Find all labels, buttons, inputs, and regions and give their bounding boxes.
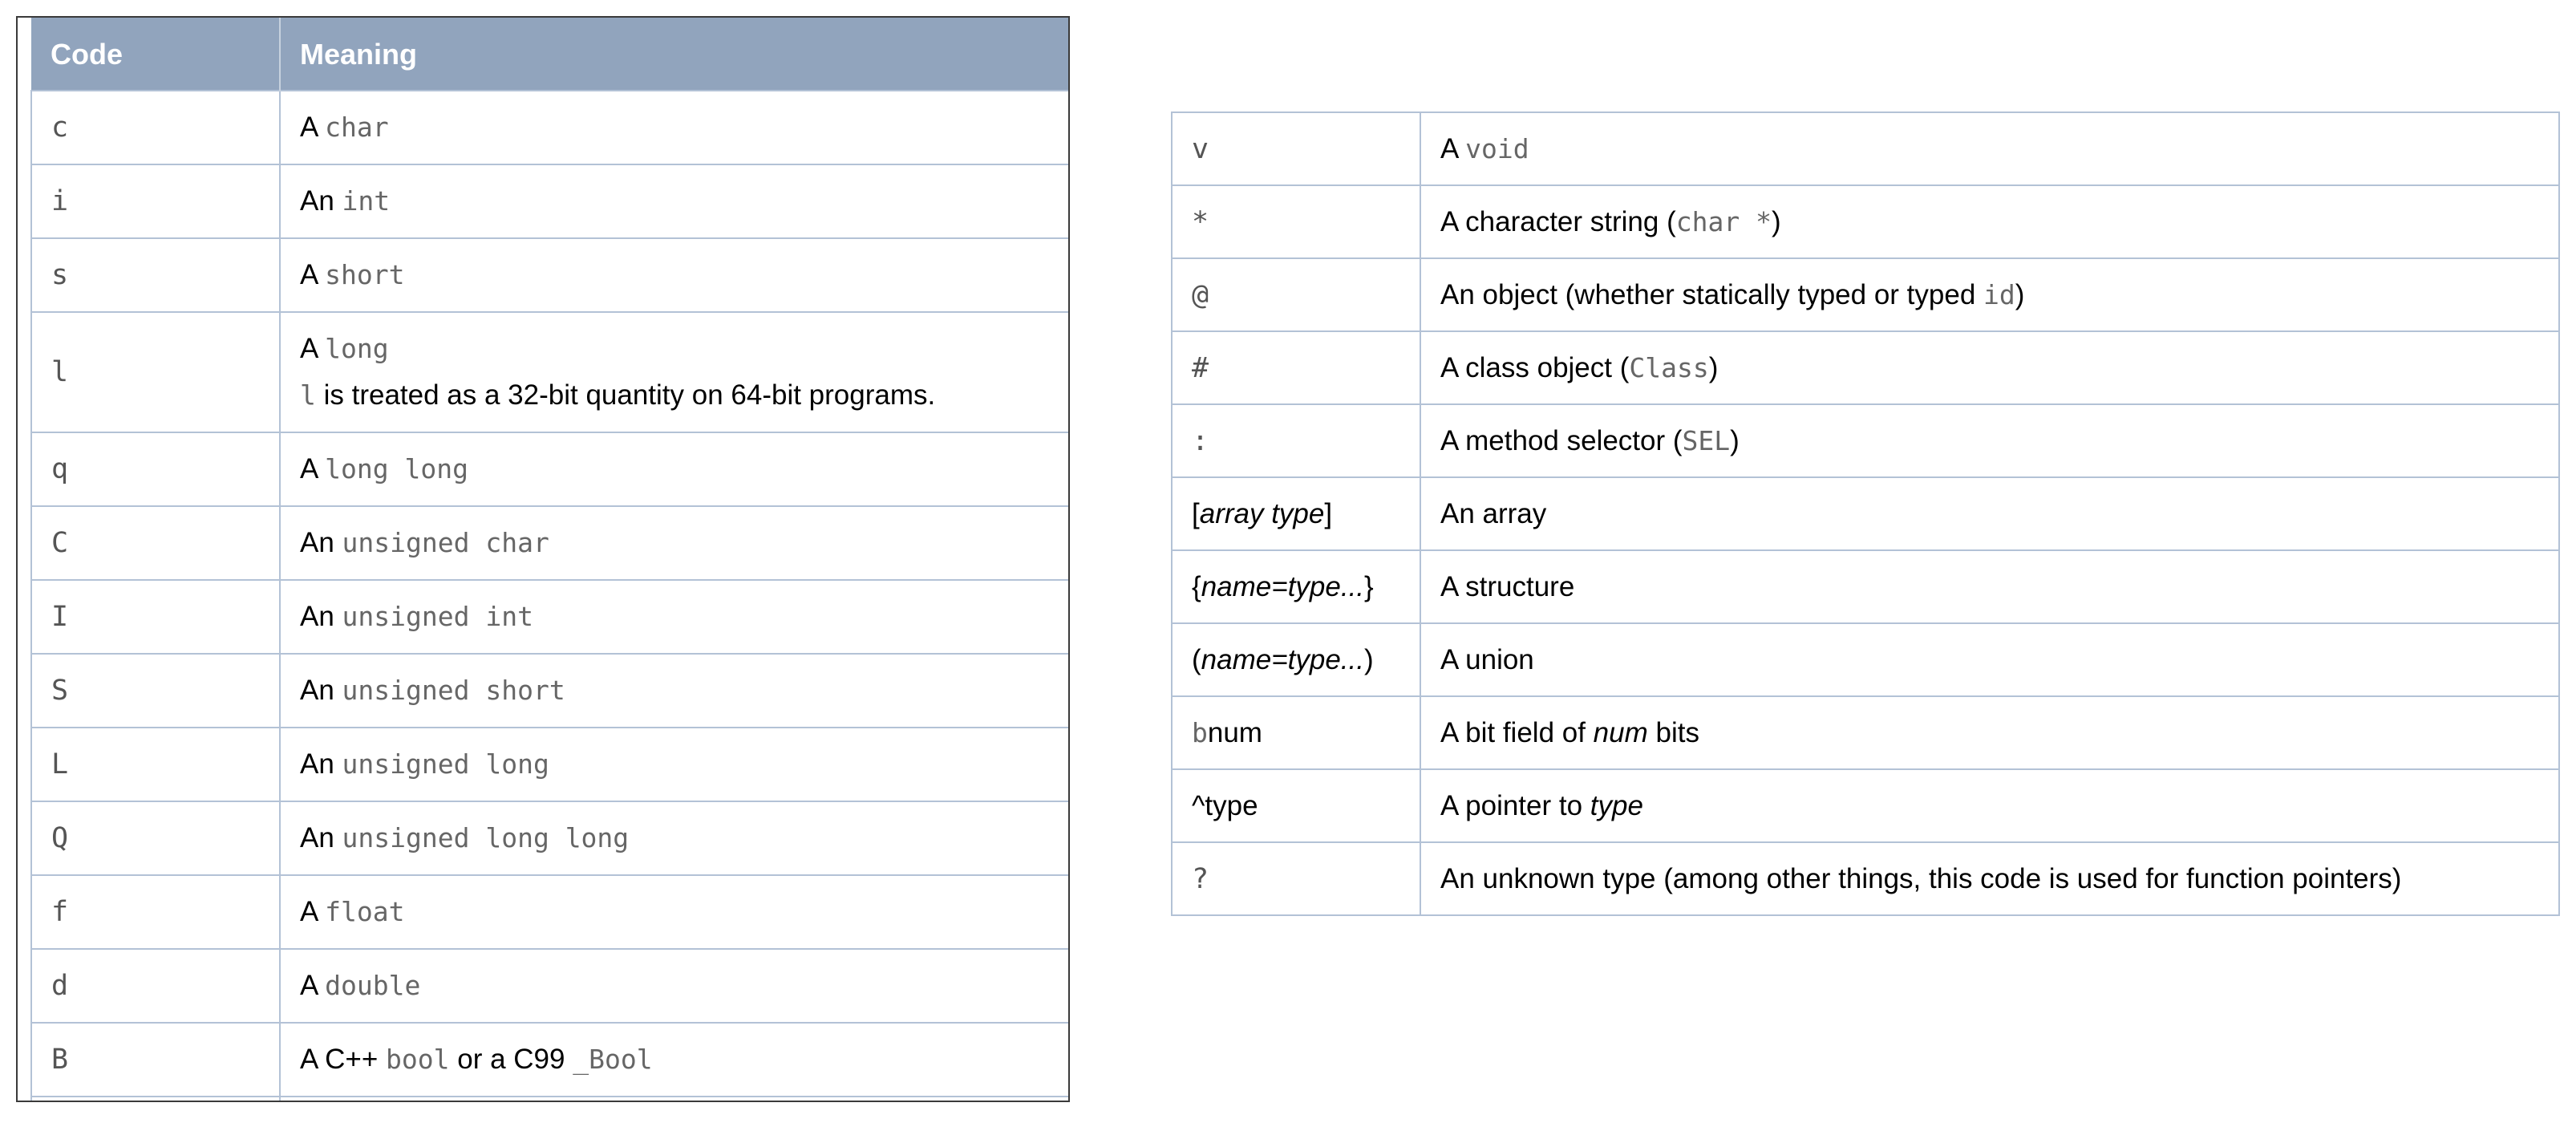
code-cell: s (31, 238, 280, 312)
meaning-cell (280, 580, 1070, 654)
meaning-text: A pointer to (1440, 789, 1590, 821)
table-row (31, 91, 1070, 164)
type-keyword: unsigned char (342, 527, 549, 558)
meaning-cell (1420, 404, 2559, 477)
meaning-text: A character string ( (1440, 205, 1676, 237)
meaning-cell: A structure (1420, 550, 2559, 623)
type-keyword: short (325, 259, 405, 290)
meaning-emphasis: num (1593, 716, 1648, 748)
table-row (1172, 477, 2559, 550)
meaning-cell: An array (1420, 477, 2559, 550)
meaning-text: A class object ( (1440, 351, 1630, 383)
meaning-text: An (300, 822, 342, 853)
meaning-text: A method selector ( (1440, 424, 1683, 456)
code-bracket: } (1364, 570, 1374, 602)
note-text: is treated as a 32-bit quantity on 64-bit programs. (315, 379, 936, 411)
code-cell: * (1172, 185, 1420, 258)
code-cell: v (1172, 112, 1420, 185)
meaning-text: A C++ (300, 1044, 387, 1075)
code-bracket: { (1192, 570, 1201, 602)
table-row (1172, 331, 2559, 404)
meaning-text: ) (2015, 278, 2025, 310)
meaning-text: An object (whether statically typed or typed (1440, 278, 1984, 310)
type-keyword: double (325, 970, 421, 1001)
meaning-text: An (300, 675, 342, 706)
type-keyword: float (325, 896, 405, 927)
meaning-note (300, 372, 1070, 419)
table-row (1172, 112, 2559, 185)
code-bracket: ) (1363, 643, 1374, 675)
header-meaning: Meaning (280, 18, 1070, 91)
table-header-row (31, 18, 1070, 91)
meaning-cell (1420, 185, 2559, 258)
code-cell: @ (1172, 258, 1420, 331)
code-cell: B (31, 1023, 280, 1097)
meaning-cell (280, 238, 1070, 312)
meaning-cell: A union (1420, 623, 2559, 696)
table-row (31, 1023, 1070, 1097)
meaning-cell (280, 432, 1070, 506)
table-row (31, 164, 1070, 238)
table-row (1172, 623, 2559, 696)
meaning-text: An (300, 748, 342, 780)
type-keyword: long long (325, 453, 468, 484)
code-cell: i (31, 164, 280, 238)
type-keyword: _Bool (573, 1044, 653, 1075)
code-bracket: [ (1192, 497, 1200, 529)
table-row (31, 654, 1070, 728)
code-cell: : (1172, 404, 1420, 477)
code-prefix: b (1192, 716, 1208, 748)
type-encoding-table-left (30, 18, 1070, 1102)
meaning-text: An (300, 185, 342, 217)
table-row (1172, 842, 2559, 915)
table-row (31, 432, 1070, 506)
meaning-cell (280, 654, 1070, 728)
type-keyword: bool (386, 1044, 450, 1075)
code-cell: I (31, 580, 280, 654)
type-keyword: long (325, 333, 389, 364)
type-encoding-table-right (1171, 111, 2560, 916)
type-keyword: id (1983, 278, 2015, 310)
meaning-cell (280, 949, 1070, 1023)
meaning-line (300, 326, 1070, 372)
code-cell: ^type (1172, 769, 1420, 842)
meaning-text: A (300, 970, 326, 1001)
meaning-text: An (300, 601, 342, 632)
type-keyword: void (1465, 132, 1529, 164)
table-row (1172, 258, 2559, 331)
table-row (31, 506, 1070, 580)
table-row (31, 312, 1070, 432)
meaning-text: or a C99 (449, 1044, 573, 1075)
meaning-text: ) (1771, 205, 1781, 237)
type-keyword: char (325, 111, 389, 143)
table-row (1172, 404, 2559, 477)
header-code: Code (31, 18, 280, 91)
meaning-cell: An unknown type (among other things, this code is used for function pointers) (1420, 842, 2559, 915)
meaning-cell (1420, 112, 2559, 185)
meaning-text: A (300, 259, 326, 290)
meaning-cell (1420, 696, 2559, 769)
type-keyword: unsigned long long (342, 822, 630, 853)
table-row (31, 875, 1070, 949)
meaning-text: A bit field of (1440, 716, 1594, 748)
code-cell: # (1172, 331, 1420, 404)
meaning-cell (280, 506, 1070, 580)
code-cell: q (31, 432, 280, 506)
meaning-cell (280, 164, 1070, 238)
code-cell: c (31, 91, 280, 164)
code-suffix: num (1207, 716, 1262, 748)
table-row-partial (31, 1097, 1070, 1102)
code-cell: C (31, 506, 280, 580)
code-bracket: ( (1192, 643, 1201, 675)
meaning-cell (1420, 769, 2559, 842)
code-cell (1172, 623, 1420, 696)
type-keyword: Class (1629, 351, 1709, 383)
code-cell: d (31, 949, 280, 1023)
type-keyword: unsigned int (342, 601, 533, 632)
meaning-cell (280, 801, 1070, 875)
code-cell: ? (1172, 842, 1420, 915)
code-bracket: ] (1324, 497, 1333, 529)
meaning-cell (280, 875, 1070, 949)
table-row (1172, 696, 2559, 769)
meaning-cell (280, 91, 1070, 164)
code-cell: f (31, 875, 280, 949)
meaning-cell (280, 728, 1070, 801)
table-row (1172, 550, 2559, 623)
meaning-emphasis: type (1590, 789, 1643, 821)
type-keyword: unsigned long (342, 748, 549, 780)
code-cell (1172, 696, 1420, 769)
meaning-cell (1420, 258, 2559, 331)
meaning-text: ) (1708, 351, 1719, 383)
meaning-cell-empty (280, 1097, 1070, 1102)
table-row (1172, 769, 2559, 842)
type-keyword: SEL (1682, 424, 1731, 456)
code-placeholder: name=type... (1201, 570, 1365, 602)
table-row (31, 238, 1070, 312)
code-cell: Q (31, 801, 280, 875)
table-row (31, 801, 1070, 875)
meaning-cell (280, 1023, 1070, 1097)
type-keyword: int (342, 185, 391, 217)
code-cell (1172, 550, 1420, 623)
code-placeholder: name=type... (1201, 643, 1364, 675)
meaning-cell (280, 312, 1070, 432)
meaning-text: A (300, 111, 326, 143)
code-placeholder: array type (1199, 497, 1325, 529)
table-row (31, 728, 1070, 801)
code-cell: L (31, 728, 280, 801)
type-keyword: unsigned short (342, 675, 565, 706)
note-keyword: l (300, 379, 316, 411)
meaning-cell (1420, 331, 2559, 404)
meaning-text: ) (1730, 424, 1740, 456)
code-cell: S (31, 654, 280, 728)
meaning-text: An (300, 527, 342, 558)
meaning-text: A (300, 896, 326, 927)
table-row (31, 580, 1070, 654)
type-keyword: char * (1675, 205, 1772, 237)
code-cell: l (31, 312, 280, 432)
meaning-text: A (300, 333, 326, 364)
left-table-frame (16, 16, 1070, 1102)
table-row (31, 949, 1070, 1023)
table-row (1172, 185, 2559, 258)
meaning-text: A (1440, 132, 1466, 164)
meaning-text: A (300, 453, 326, 484)
meaning-text: bits (1647, 716, 1699, 748)
code-cell-empty (31, 1097, 280, 1102)
code-cell (1172, 477, 1420, 550)
